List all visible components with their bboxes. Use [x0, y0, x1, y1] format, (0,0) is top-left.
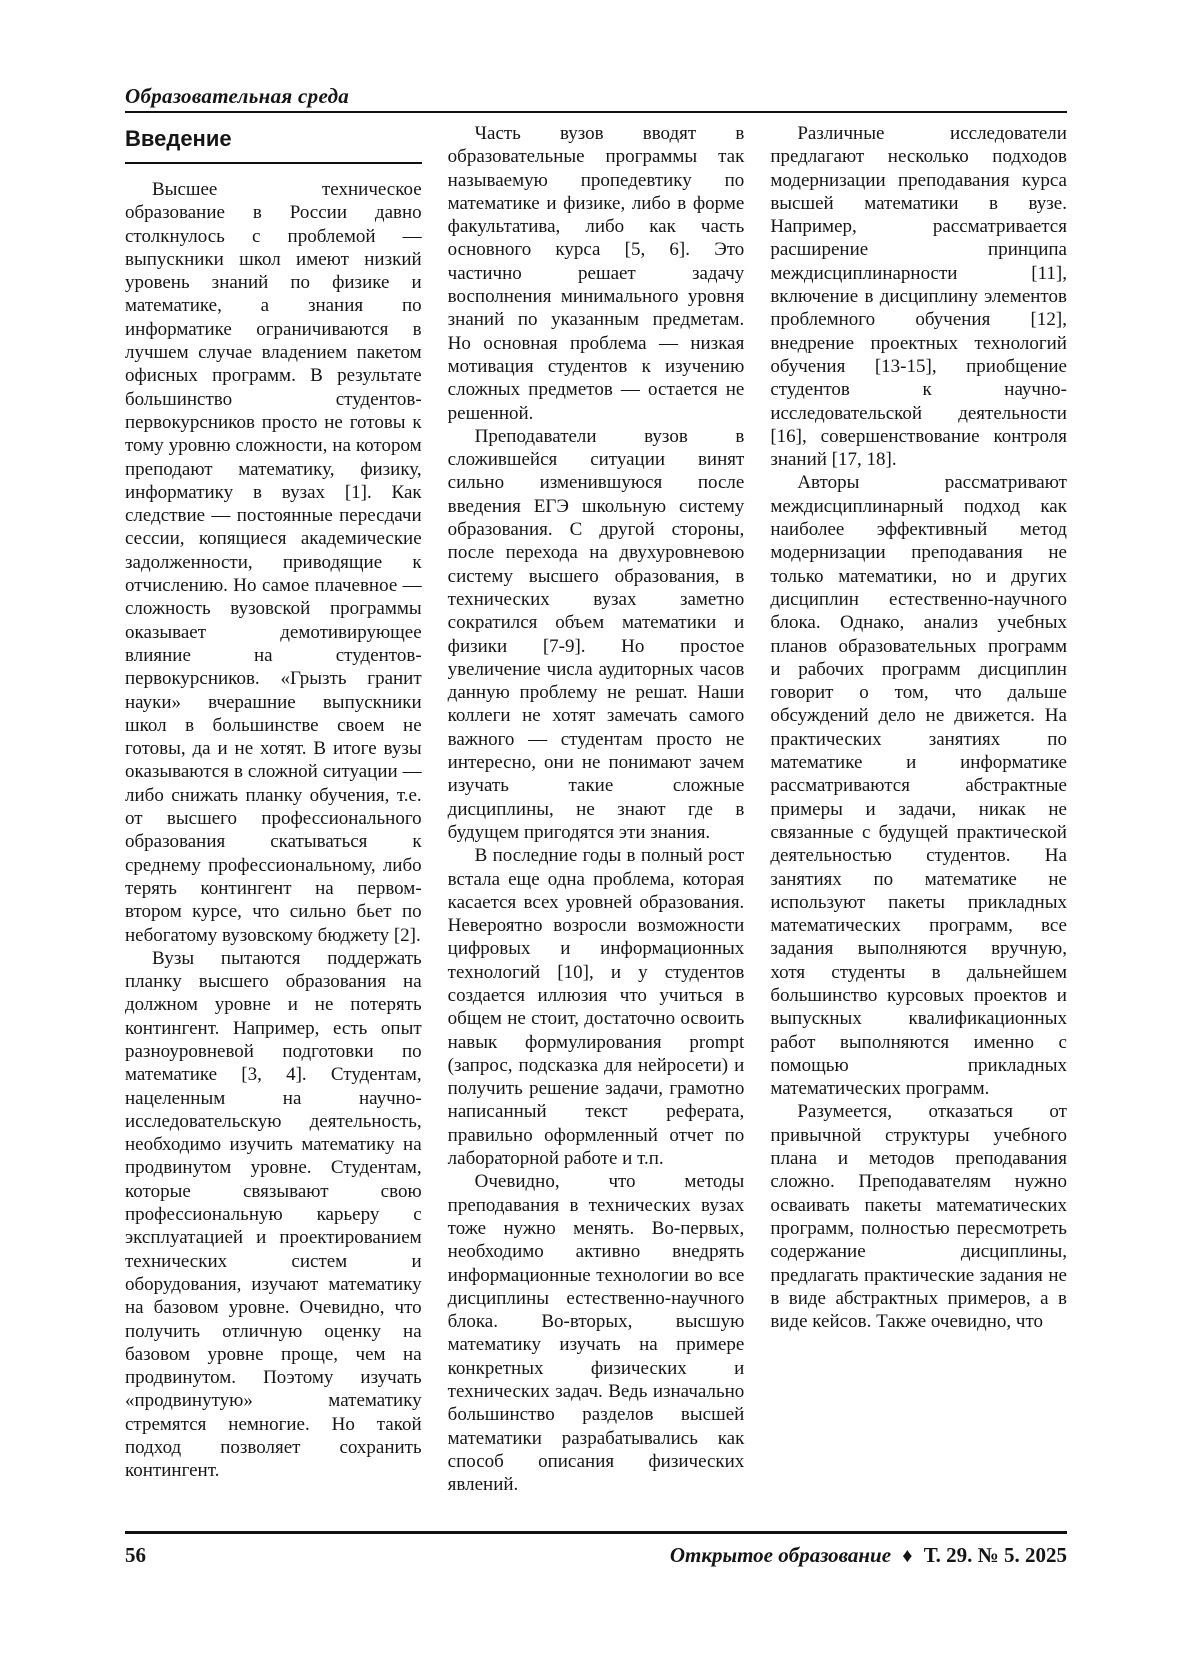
article-paragraph: Разумеется, отказаться от привычной структуры учебного плана и методов преподавания сложно. Преподавателям нужно осваивать пакеты математических программ, полностью пересмотреть содержание дисциплины, предлагать практические задания не в виде абстрактных примеров, а в виде кейсов. Также очевидно, что [770, 1101, 1067, 1333]
article-paragraph: Очевидно, что методы преподавания в технических вузах тоже нужно менять. Во-первых, необходимо активно внедрять информационные технологии во все дисциплины естественно-научного блока. Во-вторых, высшую математику изучать на примере конкретных физических и технических задач. Ведь изначально большинство разделов высшей математики разрабатывались как способ описания физических явлений. [447, 1171, 745, 1496]
journal-line [670, 1543, 1067, 1568]
article-paragraph: В последние годы в полный рост встала еще одна проблема, которая касается всех уровней образования. Невероятно возросли возможности цифровых и информационных технологий [10], и у студентов создается иллюзия что учиться в общем не стоит, достаточно освоить навык формулирования prompt (запрос, подсказка для нейросети) и получить решение задачи, грамотно написанный текст реферата, правильно оформленный отчет по лабораторной работе и т.п. [447, 845, 745, 1170]
section-heading-introduction: Введение [125, 122, 422, 164]
article-paragraph: Различные исследователи предлагают несколько подходов модернизации преподавания курса высшей математики в вузе. Например, рассматривается расширение принципа междисциплинарности [11], включение в дисциплину элементов проблемного обучения [12], внедрение проектных технологий обучения [13-15], приобщение студентов к научно-исследовательской деятельности [16], совершенствование контроля знаний [17, 18]. [770, 123, 1067, 471]
page-footer [125, 1543, 1067, 1568]
running-head-rule [125, 111, 1067, 113]
article-paragraph: Преподаватели вузов в сложившейся ситуации винят сильно изменившуюся после введения ЕГЭ школьную систему образования. С другой стороны, после перехода на двухуровневою систему высшего образования, в технических вузах заметно сократился объем математики и физики [7-9]. Но простое увеличение числа аудиторных часов данную проблему не решат. Наши коллеги не хотят замечать самого важного — студентам просто не интересно, они не понимают зачем изучать такие сложные дисциплины, не знают где в будущем пригодятся эти знания. [447, 425, 745, 843]
article-paragraph: Высшее техническое образование в России давно столкнулось с проблемой — выпускники школ имеют низкий уровень знаний по физике и математике, а знания по информатике ограничиваются в лучшем случае владением пакетом офисных программ. В результате большинство студентов-первокурсников просто не готовы к тому уровню сложности, на котором преподают математику, физику, информатику в вузах [1]. Как следствие — постоянные пересдачи сессии, копящиеся академические задолженности, приводящие к отчислению. Но самое плачевное — сложность вузовской программы оказывает демотивирующее влияние на студентов-первокурсников. «Грызть гранит науки» вчерашние выпускники школ в большинстве своем не готовы, да и не хотят. В итоге вузы оказываются в сложной ситуации — либо снижать планку обучения, т.е. от высшего профессионального образования скатываться к среднему профессиональному, либо терять контингент на первом-втором курсе, что сильно бьет по небогатому вузовскому бюджету [2]. [125, 179, 422, 946]
article-paragraph: Часть вузов вводят в образовательные программы так называемую пропедевтику по математике и физике, либо в форме факультатива, либо как часть основного курса [5, 6]. Это частично решает задачу восполнения минимального уровня знаний по указанным предметам. Но основная проблема — низкая мотивация студентов к изучению сложных предметов — остается не решенной. [447, 123, 745, 424]
journal-issue: Т. 29. № 5. 2025 [923, 1543, 1067, 1567]
diamond-icon: ♦ [902, 1545, 913, 1567]
journal-name: Открытое образование [669, 1543, 892, 1567]
article-paragraph: Вузы пытаются поддержать планку высшего образования на должном уровне и не потерять контингент. Например, есть опыт разноуровневой подготовки по математике [3, 4]. Студентам, нацеленным на научно-исследовательскую деятельность, необходимо изучить математику на продвинутом уровне. Студентам, которые связывают свою профессиональную карьеру с эксплуатацией и проектированием технических систем и оборудования, изучают математику на базовом уровне. Очевидно, что получить отличную оценку на базовом уровне проще, чем на продвинутом. Поэтому изучать «продвинутую» математику стремятся немногие. Но такой подход позволяет сохранить контингент. [125, 947, 422, 1482]
article-body [125, 122, 1067, 1526]
running-head: Образовательная среда [125, 84, 350, 108]
page-number: 56 [125, 1543, 146, 1567]
footer-rule [125, 1531, 1067, 1534]
article-paragraph: Авторы рассматривают междисциплинарный подход как наиболее эффективный метод модернизации преподавания не только математики, но и других дисциплин естественно-научного блока. Однако, анализ учебных планов образовательных программ и рабочих программ дисциплин говорит о том, что дальше обсуждений дело не движется. На практических занятиях по математике и информатике рассматриваются абстрактные примеры и задачи, никак не связанные с будущей практической деятельностью студентов. На занятиях по математике не используют пакеты прикладных математических программ, все задания выполняются вручную, хотя студенты в дальнейшем большинство курсовых проектов и выпускных квалификационных работ выполняются именно с помощью прикладных математических программ. [770, 472, 1067, 1100]
